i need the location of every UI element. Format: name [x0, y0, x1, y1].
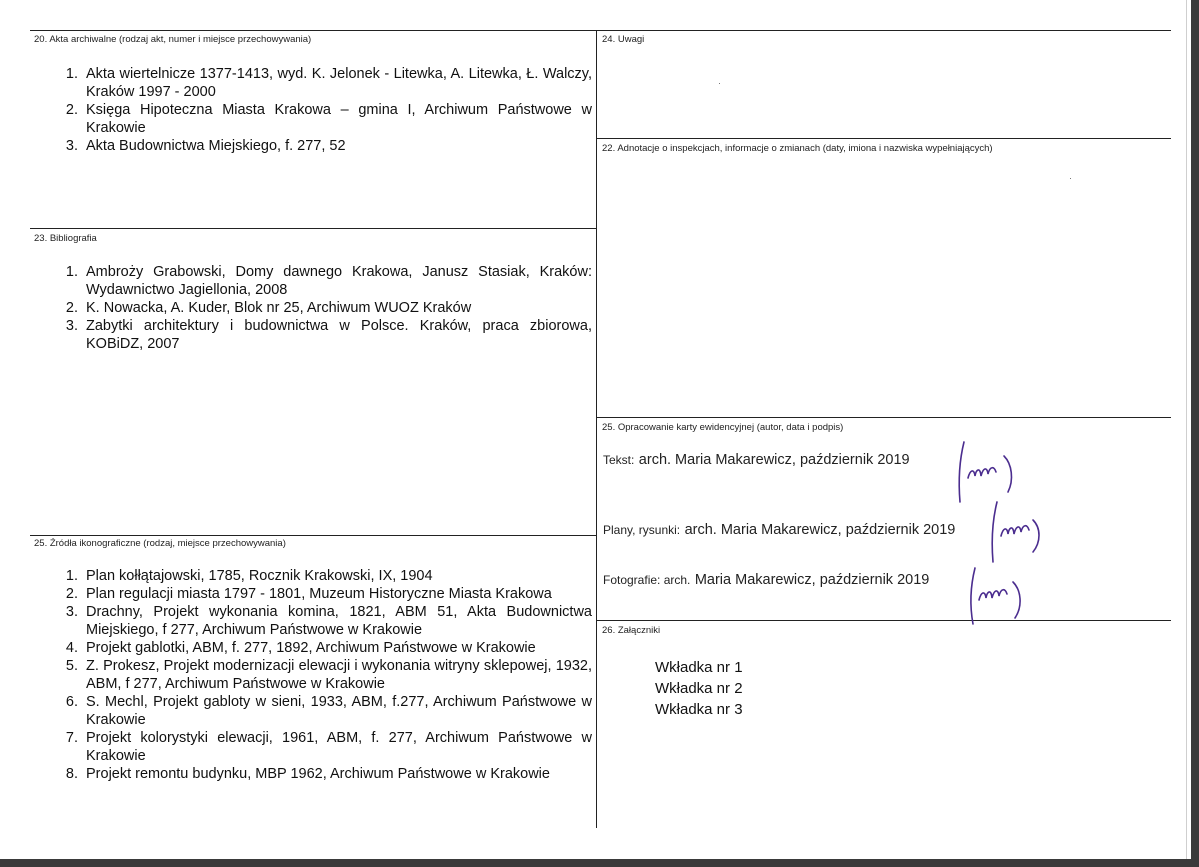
list-item: 1. Akta wiertelnicze 1377-1413, wyd. K. Jelonek - Litewka, A. Litewka, Ł. Walczy, Kraków 1997 - 2000	[65, 66, 592, 100]
list-item: 1. Ambroży Grabowski, Domy dawnego Krakowa, Janusz Stasiak, Kraków: Wydawnictwo Jagiellonia, 2008	[65, 264, 592, 298]
attachment-list	[655, 657, 743, 720]
attachment-item: Wkładka nr 1	[655, 659, 743, 676]
list-item: 2. Plan regulacji miasta 1797 - 1801, Muzeum Historyczne Miasta Krakowa	[65, 586, 552, 602]
list-item: 3. Drachny, Projekt wykonania komina, 1821, ABM 51, Akta Budownictwa Miejskiego, f 277, Archiwum Państwowe w Krakowie	[65, 604, 592, 638]
rule-26	[596, 620, 1171, 621]
scan-speck	[1070, 178, 1071, 179]
section-25-opracowanie-label: 25. Opracowanie karty ewidencyjnej (autor, data i podpis)	[602, 422, 844, 433]
scan-speck	[719, 83, 720, 84]
list-item: 5. Z. Prokesz, Projekt modernizacji elewacji i wykonania witryny sklepowej, 1932, ABM, f 277, Archiwum Państwowe w Krakowie	[65, 658, 592, 692]
list-item: 4. Projekt gablotki, ABM, f. 277, 1892, Archiwum Państwowe w Krakowie	[65, 640, 536, 656]
signature-mark	[983, 496, 1053, 568]
attachment-item: Wkładka nr 2	[655, 680, 743, 697]
prep-row-text	[603, 451, 910, 469]
signature-mark	[961, 560, 1031, 632]
list-item: 1. Plan kołłątajowski, 1785, Rocznik Krakowski, IX, 1904	[65, 568, 433, 584]
prep-row-label: Plany, rysunki:	[603, 523, 681, 537]
rule-25-zrodla	[30, 535, 597, 536]
top-rule	[30, 30, 1171, 31]
section-26-label: 26. Załączniki	[602, 625, 661, 636]
prep-row-value: arch. Maria Makarewicz, październik 2019	[638, 452, 910, 468]
section-25-zrodla-label: 25. Źródła ikonograficzne (rodzaj, miejsce przechowywania)	[34, 538, 286, 549]
section-25-zrodla-list	[65, 567, 592, 783]
list-item: 2. Księga Hipoteczna Miasta Krakowa – gmina I, Archiwum Państwowe w Krakowie	[65, 102, 592, 136]
list-item: 2. K. Nowacka, A. Kuder, Blok nr 25, Archiwum WUOZ Kraków	[65, 300, 472, 316]
scan-edge-line	[1186, 0, 1187, 859]
section-23-label: 23. Bibliografia	[34, 233, 97, 244]
list-item: 7. Projekt kolorystyki elewacji, 1961, ABM, f. 277, Archiwum Państwowe w Krakowie	[65, 730, 592, 764]
column-divider	[596, 30, 597, 828]
prep-row-value: Maria Makarewicz, październik 2019	[694, 572, 930, 588]
section-20-list	[65, 65, 592, 155]
section-24-label: 24. Uwagi	[602, 34, 645, 45]
attachment-item: Wkładka nr 3	[655, 701, 743, 718]
rule-22	[596, 138, 1171, 139]
prep-row-photos	[603, 571, 929, 589]
prep-row-plans	[603, 521, 955, 539]
section-23-list	[65, 263, 592, 353]
rule-23	[30, 228, 597, 229]
rule-25-opracowanie	[596, 417, 1171, 418]
list-item: 8. Projekt remontu budynku, MBP 1962, Archiwum Państwowe w Krakowie	[65, 766, 550, 782]
list-item: 3. Akta Budownictwa Miejskiego, f. 277, 52	[65, 138, 346, 154]
prep-row-label: Tekst:	[603, 453, 635, 467]
list-item: 3. Zabytki architektury i budownictwa w Polsce. Kraków, praca zbiorowa, KOBiDZ, 2007	[65, 318, 592, 352]
section-22-label: 22. Adnotacje o inspekcjach, informacje o zmianach (daty, imiona i nazwiska wypełniających)	[602, 143, 993, 154]
list-item: 6. S. Mechl, Projekt gabloty w sieni, 1933, ABM, f.277, Archiwum Państwowe w Krakowie	[65, 694, 592, 728]
scan-edge-bottom	[0, 859, 1199, 867]
section-20-label: 20. Akta archiwalne (rodzaj akt, numer i miejsce przechowywania)	[34, 34, 312, 45]
prep-row-value: arch. Maria Makarewicz, październik 2019	[684, 522, 956, 538]
scan-edge-right	[1191, 0, 1199, 867]
prep-row-label: Fotografie: arch.	[603, 573, 691, 587]
